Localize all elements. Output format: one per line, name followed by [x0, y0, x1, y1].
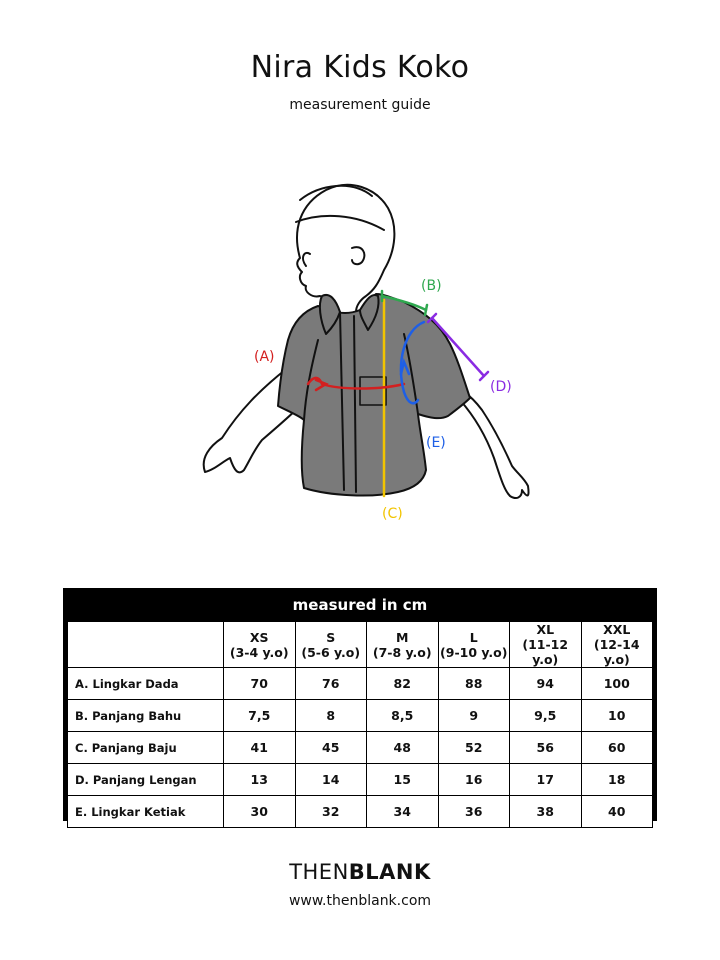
label-e: (E) — [426, 435, 446, 451]
table-cell: 40 — [581, 796, 653, 828]
table-cell: 94 — [510, 668, 582, 700]
label-c: (C) — [382, 506, 403, 522]
right-arm — [460, 392, 529, 498]
table-cell: 8,5 — [367, 700, 439, 732]
table-cell: 70 — [224, 668, 296, 700]
size-table-container — [63, 588, 657, 821]
table-cell: 13 — [224, 764, 296, 796]
header-blank — [68, 622, 224, 668]
table-cell: 7,5 — [224, 700, 296, 732]
table-row — [68, 732, 653, 764]
table-cell: 82 — [367, 668, 439, 700]
table-cell: 36 — [438, 796, 510, 828]
size-header: M (7-8 y.o) — [367, 622, 439, 668]
table-cell: 18 — [581, 764, 653, 796]
table-cell: 30 — [224, 796, 296, 828]
row-label: D. Panjang Lengan — [68, 764, 224, 796]
row-label: C. Panjang Baju — [68, 732, 224, 764]
size-table — [67, 588, 653, 828]
table-cell: 9 — [438, 700, 510, 732]
table-cell: 56 — [510, 732, 582, 764]
table-cell: 17 — [510, 764, 582, 796]
table-cell: 41 — [224, 732, 296, 764]
size-header: XXL (12-14 y.o) — [581, 622, 653, 668]
label-d: (D) — [490, 379, 512, 395]
table-row — [68, 796, 653, 828]
table-row — [68, 700, 653, 732]
size-header: XL (11-12 y.o) — [510, 622, 582, 668]
label-b: (B) — [421, 278, 442, 294]
table-cell: 48 — [367, 732, 439, 764]
child-shirt-illustration — [0, 160, 720, 540]
table-cell: 45 — [295, 732, 367, 764]
row-label: B. Panjang Bahu — [68, 700, 224, 732]
size-header: XS (3-4 y.o) — [224, 622, 296, 668]
table-cell: 100 — [581, 668, 653, 700]
label-a: (A) — [254, 349, 275, 365]
table-cell: 9,5 — [510, 700, 582, 732]
table-cell: 38 — [510, 796, 582, 828]
table-cell: 15 — [367, 764, 439, 796]
table-cell: 8 — [295, 700, 367, 732]
table-cell: 60 — [581, 732, 653, 764]
table-cell: 88 — [438, 668, 510, 700]
page-subtitle: measurement guide — [289, 97, 431, 113]
table-row — [68, 668, 653, 700]
table-cell: 10 — [581, 700, 653, 732]
row-label: A. Lingkar Dada — [68, 668, 224, 700]
table-cell: 34 — [367, 796, 439, 828]
table-cell: 52 — [438, 732, 510, 764]
row-label: E. Lingkar Ketiak — [68, 796, 224, 828]
table-cell: 76 — [295, 668, 367, 700]
table-cell: 14 — [295, 764, 367, 796]
table-row — [68, 764, 653, 796]
table-cell: 16 — [438, 764, 510, 796]
table-banner: measured in cm — [68, 588, 653, 622]
size-header: S (5-6 y.o) — [295, 622, 367, 668]
table-cell: 32 — [295, 796, 367, 828]
brand-url[interactable]: www.thenblank.com — [288, 893, 432, 909]
size-header: L (9-10 y.o) — [438, 622, 510, 668]
brand-logo: THENBLANK — [289, 860, 431, 884]
size-header-row — [68, 622, 653, 668]
page-title: Nira Kids Koko — [250, 50, 470, 85]
